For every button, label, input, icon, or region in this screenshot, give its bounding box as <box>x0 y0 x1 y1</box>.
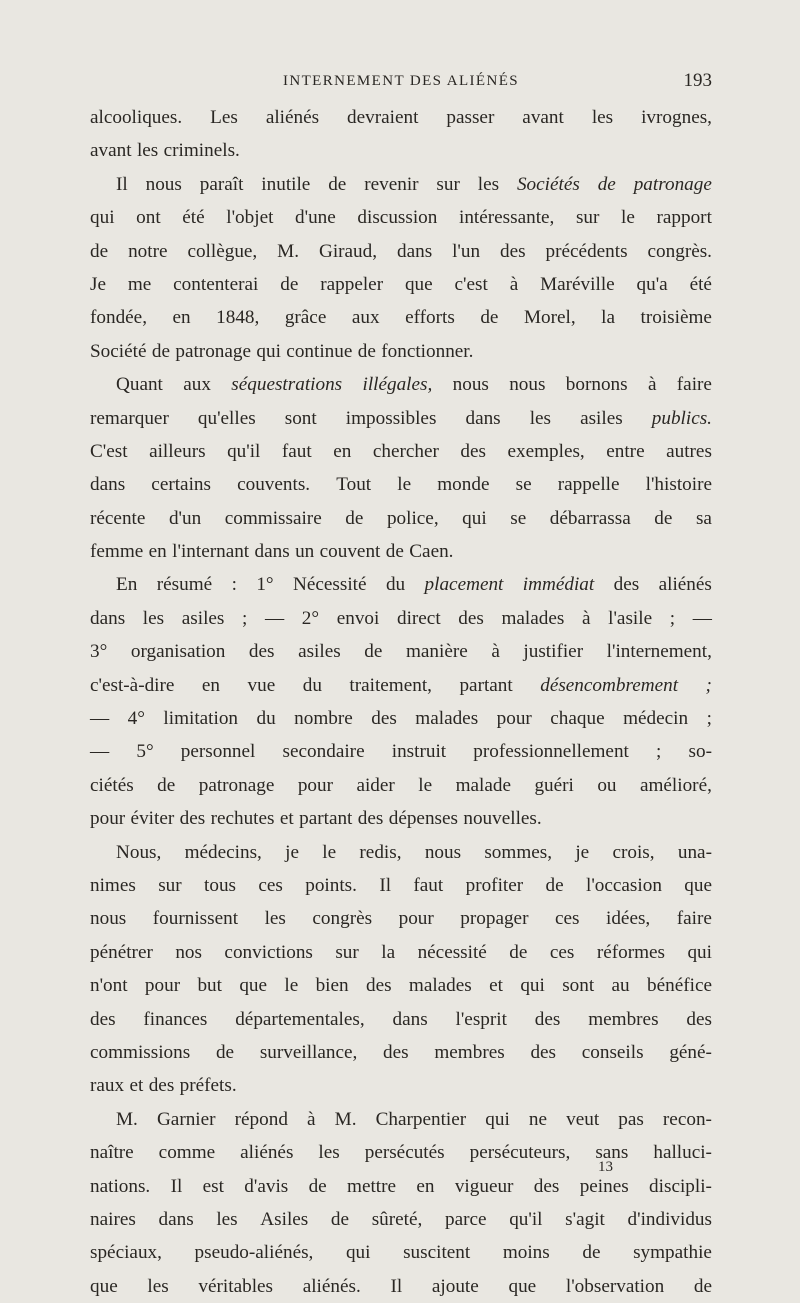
text-line: ciétés de patronage pour aider le malade guéri ou amélioré, <box>90 774 712 796</box>
text-line: nations. Il est d'avis de mettre en vigueur des peines discipli- <box>90 1175 712 1197</box>
text-line: femme en l'internant dans un couvent de Caen. <box>90 541 454 563</box>
text-line: commissions de surveillance, des membres des conseils géné- <box>90 1041 712 1063</box>
text-line: Société de patronage qui continue de fonctionner. <box>90 340 474 362</box>
text-line: Je me contenterai de rappeler que c'est à Maréville qu'a été <box>90 273 712 295</box>
text-line: dans les asiles ; — 2° envoi direct des malades à l'asile ; — <box>90 607 712 629</box>
text-line: — 4° limitation du nombre des malades pour chaque médecin ; <box>90 708 712 730</box>
page-header <box>90 70 712 98</box>
text-line: nimes sur tous ces points. Il faut profiter de l'occasion que <box>90 874 712 896</box>
text-line: Nous, médecins, je le redis, nous sommes, je crois, una- <box>116 841 712 863</box>
text-line: — 5° personnel secondaire instruit professionnellement ; so- <box>90 741 712 763</box>
text-line: 3° organisation des asiles de manière à justifier l'internement, <box>90 641 712 663</box>
text-line: qui ont été l'objet d'une discussion intéressante, sur le rapport <box>90 207 712 229</box>
text-line: n'ont pour but que le bien des malades et qui sont au bénéfice <box>90 975 712 997</box>
text-line: pénétrer nos convictions sur la nécessité de ces réformes qui <box>90 941 712 963</box>
text-line: naires dans les Asiles de sûreté, parce qu'il s'agit d'individus <box>90 1208 712 1230</box>
text-line: pour éviter des rechutes et partant des dépenses nouvelles. <box>90 808 542 830</box>
running-title: INTERNEMENT DES ALIÉNÉS <box>282 73 520 89</box>
text-line: des finances départementales, dans l'esprit des membres des <box>90 1008 712 1030</box>
text-line: alcooliques. Les aliénés devraient passer avant les ivrognes, <box>90 107 712 128</box>
text-line: nous fournissent les congrès pour propager ces idées, faire <box>90 908 712 930</box>
text-line: que les véritables aliénés. Il ajoute que l'observation de <box>90 1275 712 1297</box>
text-line: M. Garnier répond à M. Charpentier qui ne veut pas recon- <box>116 1108 712 1130</box>
text-line: En résumé : 1° Nécessité du placement immédiat des aliénés <box>116 574 712 596</box>
page-number: 193 <box>683 70 712 91</box>
text-line: Quant aux séquestrations illégales, nous nous bornons à faire <box>116 374 712 396</box>
text-line: avant les criminels. <box>90 140 240 162</box>
text-line: C'est ailleurs qu'il faut en chercher des exemples, entre autres <box>90 440 712 462</box>
text-line: dans certains couvents. Tout le monde se rappelle l'histoire <box>90 474 712 496</box>
body-text <box>90 101 712 1303</box>
text-line: raux et des préfets. <box>90 1075 237 1097</box>
text-line: fondée, en 1848, grâce aux efforts de Morel, la troisième <box>90 307 712 329</box>
text-line: naître comme aliénés les persécutés persécuteurs, sans halluci- <box>90 1142 712 1164</box>
signature-mark: 13 <box>598 1159 613 1175</box>
text-line: Il nous paraît inutile de revenir sur les Sociétés de patronage <box>116 173 712 195</box>
text-line: récente d'un commissaire de police, qui se débarrassa de sa <box>90 507 712 529</box>
text-line: remarquer qu'elles sont impossibles dans les asiles publics. <box>90 407 712 429</box>
text-line: de notre collègue, M. Giraud, dans l'un des précédents congrès. <box>90 240 712 262</box>
text-line: spéciaux, pseudo-aliénés, qui suscitent moins de sympathie <box>90 1242 712 1264</box>
text-line: c'est-à-dire en vue du traitement, partant désencombrement ; <box>90 674 712 696</box>
